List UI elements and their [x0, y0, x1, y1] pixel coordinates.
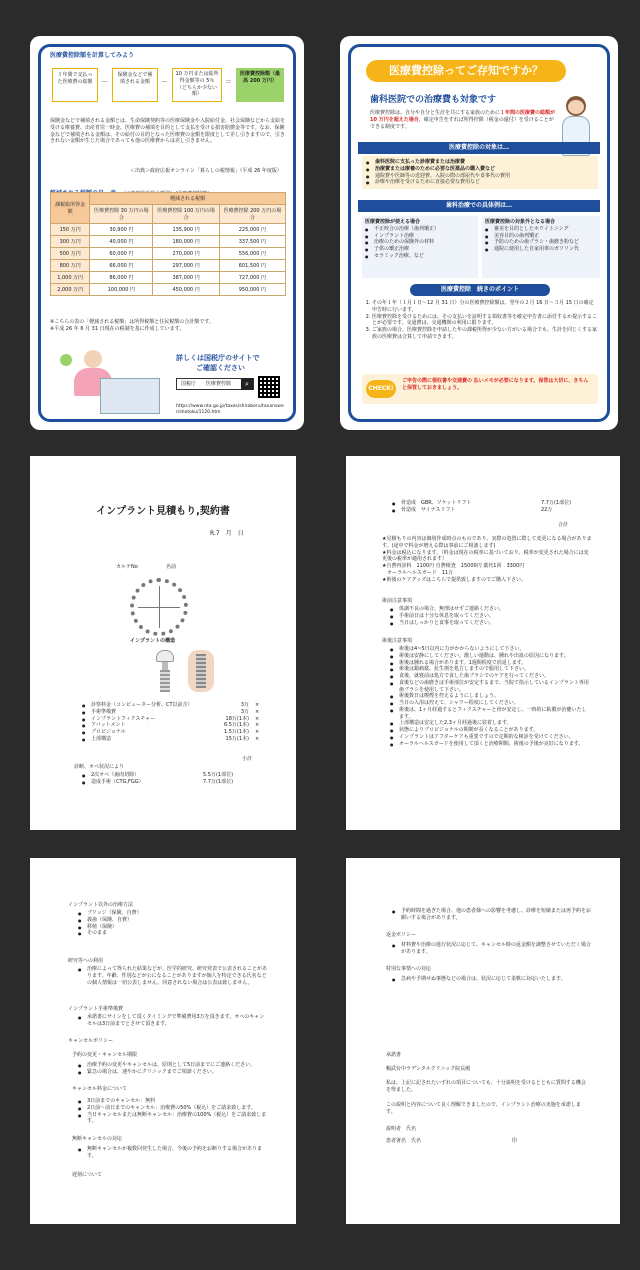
doc-page-3	[30, 858, 296, 1224]
research-text	[78, 966, 268, 986]
extra-items	[82, 772, 262, 786]
doc-date: R.7 月 日	[210, 530, 244, 537]
table-header: 課税総所得金額	[51, 193, 90, 224]
section-2-title: 歯科治療での具体例は…	[358, 200, 600, 212]
list-item: ● インプラントフィクスチャー 18万(1本) ×	[82, 716, 262, 723]
list-item: ● 美容目的の歯列矯正	[485, 233, 597, 240]
table-header: 医療費控除 30 万円の場合	[90, 205, 153, 224]
search-box[interactable]: 国税庁 医療費控除 ⌕	[176, 378, 254, 390]
subtotal-label: 小計	[242, 756, 253, 762]
flow-box-insurance: 保険金などで補填される金額	[112, 68, 158, 102]
fee-title: キャンセル料金について	[72, 1086, 127, 1092]
consent-title: 承諾書	[386, 1052, 402, 1058]
cancel-policy-title: キャンセルポリシー	[68, 1038, 114, 1044]
qr-code-icon	[258, 376, 280, 398]
bone-graft-items	[392, 500, 592, 514]
cta-line-2: ご確認ください	[196, 364, 245, 372]
check-badge: CHECK!	[366, 380, 396, 398]
special-title: 特別な事情への対応	[386, 966, 432, 972]
pre-op-list	[390, 606, 590, 626]
points-title: 医療費控除 続きのポイント	[410, 284, 550, 296]
noshow-text	[78, 1146, 268, 1160]
list-item: 1. その年１年（１月１日〜12 月 31 日）分の医療費控除額は、翌年の２月 16 日〜３月 15 日の確定申告時に行います。	[372, 300, 598, 314]
list-item: ● 術後は腫れる場合があります。1週間程度で消退します。	[390, 660, 590, 667]
list-item: ● 2日前〜前日までのキャンセル：治療費の50%（税込）をご請求致します。	[78, 1105, 268, 1112]
list-item: ● 治療のための保険外の材料	[365, 239, 475, 246]
list-item: ● 術後は4~5日以内に力がかからないようにして下さい。	[390, 646, 590, 653]
explainer-signature[interactable]: 説明者 氏名	[386, 1126, 417, 1132]
doc-page-1	[30, 456, 296, 830]
doc-page-4	[346, 858, 620, 1224]
clinic-addressee: 暢武台中ラデンタルクリニック院長殿	[386, 1066, 471, 1072]
estimate-items	[82, 702, 262, 743]
research-title: 研究等への利用	[68, 958, 104, 964]
list-item: ● 術後は安静にしてください。激しい運動は、腫れや出血の原因になります。	[390, 653, 590, 660]
list-item: ● 食後、就寝前は処方で食した歯ブラシでのケアを行ってください。	[390, 673, 590, 680]
table-notes: ※こちらの表の「軽減される税額」は所得税額と住民税額の合計額です。 ※平成 26 年 6 月 31 日現在の税制を基に作成しています。	[50, 319, 214, 332]
search-icon[interactable]: ⌕	[241, 378, 253, 390]
list-item: ● 食後などの歯磨きは手術部位が安定するまで、当院で指示しているインプラント専用歯ブラシを使用して下さい。	[390, 680, 590, 694]
table-header: 軽減される税額	[90, 193, 286, 205]
leaflet-page-2	[340, 36, 618, 430]
tax-table	[50, 192, 286, 296]
list-item: ● 術後数日は喫煙を控えるようにしましょう。	[390, 693, 590, 700]
list-item: ● 術後は、1ヶ月経過するとフィクスチャーと骨が安定し、一時的に粘膜が治癒いたします。	[390, 707, 590, 721]
extra-title: 診断、オペ状況により	[74, 764, 125, 770]
post-op-list	[390, 646, 590, 747]
section-2b	[482, 216, 600, 278]
fee-list	[78, 1098, 268, 1125]
list-item: ● 術後は鎮痛薬、抗生剤を処方しますので服用して下さい。	[390, 666, 590, 673]
list-item: ● アバットメント 6.5万(1本) ×	[82, 722, 262, 729]
section-1-list	[362, 156, 598, 189]
table-row: 150 万円 30,900 円 135,900 円 225,000 円	[51, 224, 286, 236]
list-item: ● 移植（保険）	[78, 924, 258, 931]
list-item: ● オーラルヘルスガードを使用して頂くと治療期間、術後の予後が良好になります。	[390, 741, 590, 748]
seal-mark: 印	[512, 1138, 518, 1144]
pre-op-title: 術前注意事項	[382, 598, 413, 604]
consent-body-2: この説明と内容について良く理解できましたので、インプラント治療の実施を承諾します。	[386, 1102, 581, 1115]
flow-box-total: １年間で支払った医療費の総額	[52, 68, 98, 102]
list-item: ● 当日の入浴は控えて、シャワー程度にしてください。	[390, 700, 590, 707]
list-item: ● 骨造成 サイナスリフト 22万	[392, 507, 592, 514]
chart-no-label: カルテNo	[116, 564, 138, 570]
alt-title: インプラント以外の治療方法	[68, 902, 134, 908]
list-item: ● 緊急の場合は、速やかにクリニックまでご相談ください。	[78, 1069, 268, 1076]
deposit-title: インプラント手術準備費	[68, 1006, 124, 1012]
list-item: ● 材料費や治療の進行状況に応じて、キャンセル時の返金額を調整させていただく場合があります。	[392, 942, 592, 956]
list-item: ● 無断キャンセルが複数回発生した場合、今後の予約をお断りする場合があります。	[78, 1146, 268, 1160]
excluded-title: 医療費控除の対象外となる場合	[485, 219, 556, 225]
list-item: ● 骨造成 GBR、ソケットリフト 7.7万(1部位)	[392, 500, 592, 507]
leaflet-title: 医療費控除ってご存知ですか？	[366, 60, 566, 82]
list-item: ● 予約時間を過ぎた場合、他の患者様への影響を考慮し、診療を短縮または再予約をお願いする場合があります。	[392, 908, 592, 922]
table-header: 医療費控除 200 万円の場合	[219, 205, 285, 224]
source-note: ＜出典＞政府広報オンライン「暮らしの税情報」（平成 26 年度版）	[130, 168, 282, 174]
implant-diagram-icon	[126, 646, 236, 696]
check-text: ご申告の際に領収書や交通費の 払いメモが必要になります。保管は大切に、きちんと保管しておきましょう。	[402, 378, 589, 391]
list-item: ● 治療費または療養のために必要な医薬品の購入費など	[366, 166, 594, 173]
consent-body-1: 私は、上記に記されたいずれの項目についても、十分説明を受けるとともに質問する機会を得ました。	[386, 1080, 586, 1093]
doc-page-2	[346, 456, 620, 830]
list-item: ● 承諾書にサインをして頂くタイミングで準備費用3万を頂きます。オペのキャンセルは3日前までとさせて頂きます。	[78, 1014, 268, 1028]
list-item: ● 治療予約の変更やキャンセルは、原則として5日前までにご連絡ください。	[78, 1062, 268, 1069]
table-row: 2,000 万円 100,000 円 450,000 円 950,000 円	[51, 284, 286, 296]
dental-chart-icon	[130, 578, 188, 636]
calc-paragraph: 保険金などで補填される金額とは、生命保険契約等の医療保険金や入院給付金、社会保険などから支給を受ける療養費、出産育児一時金、医療費の補填を目的として支払を受ける損害賠償金等です。なお、保険金などで補填される金額は、その給付の目的となった医療費の金額を限度として差し引きますので、引ききれない金額が生じた場合であっても他の医療費からは差し引きません。	[50, 118, 286, 145]
list-item: ● 体調不良の場合、無理はせずご連絡ください。	[390, 606, 590, 613]
leaflet-page-1	[30, 36, 304, 430]
list-item: ● 造成手術（CTG,FGG） 7.7万(1部位)	[82, 779, 262, 786]
list-item: ● 不正咬合の治療（歯列矯正）	[365, 226, 475, 233]
list-item: ● 手術準備費 3万 ×	[82, 709, 262, 716]
list-item: ● 当日キャンセルまたは無断キャンセル：治療費の100%（税込）をご請求致します。	[78, 1112, 268, 1126]
list-item: ● 2次オペ（歯肉切除） 5.5万(1部位)	[82, 772, 262, 779]
list-item: ● 予防のための歯ブラシ・歯磨き粉など	[485, 239, 597, 246]
table-row: 300 万円 40,000 円 180,000 円 337,500 円	[51, 236, 286, 248]
list-item: ● 手術前日は十分な休息を取ってください。	[390, 613, 590, 620]
list-item: ● 治療によって得られた結果などが、医学的研究、研究発表で公表されることがあります。年齢、性別などが公になることがありますが個人を特定できる氏名などの個人情報は一切公表しません。同意されない場合は公表は致しません。	[78, 966, 268, 986]
operator-illustration	[56, 344, 166, 418]
doc-title: インプラント見積もり,契約書	[96, 506, 230, 517]
table-row: 800 万円 66,000 円 297,000 円 601,500 円	[51, 260, 286, 272]
list-item: ● インプラント治療	[365, 233, 475, 240]
refund-text	[392, 942, 592, 956]
points-list	[362, 300, 598, 341]
list-item: ● 通院費や医師等の送迎費、入院の際の部屋代や食事代の費用	[366, 173, 594, 180]
delay-title: 遅刻について	[72, 1172, 102, 1178]
section-2a	[362, 216, 478, 278]
list-item: ● 上部構造 15万(1本) ×	[82, 736, 262, 743]
list-item: ● 歯科医院に支払った診療費または治療費	[366, 159, 594, 166]
calc-flow: １年間で支払った医療費の総額 － 保険金などで補填される金額 － 10 万円または総所得金額等の 5％（どちらか少ない額） ＝ 医療費控除額（最高 200 万円）	[52, 64, 284, 114]
table-row: 1,000 万円 86,000 円 387,000 円 727,000 円	[51, 272, 286, 284]
list-item: 2. 医療費控除を受けるためには、その支払いを証明する領収書等を確定申告書に添付するか提示することが必要です。交通費は、交通機関の利用に限ります。	[372, 314, 598, 328]
nta-url[interactable]: https://www.nta.go.jp/taxes/shiraberu/taxanswer/shotoku/1120.htm	[176, 404, 284, 416]
deposit-text	[78, 1014, 268, 1028]
flow-box-threshold: 10 万円または総所得金額等の 5％（どちらか少ない額）	[172, 68, 222, 102]
list-item: ● 通院に使用した自家用車のガソリン代	[485, 246, 597, 253]
patient-name-label: 名前	[166, 564, 177, 570]
special-text	[392, 976, 592, 983]
list-item: ● 状態によりプロビジョナルの期間が長くなることがあります。	[390, 727, 590, 734]
refund-title: 返金ポリシー	[386, 932, 417, 938]
list-item: ● ブリッジ（保険、自費）	[78, 910, 258, 917]
intro-text: 医療費控除は、自分や自分と生計を共にする家族のために１年間の医療費の総額が 10 万円を超えた場合、確定申告をすれば所得控除（税金の還付）を受けることができる制度です。	[370, 110, 556, 130]
list-item: ● 診察料金（コンピューター分析、CT以前含） 3万 ×	[82, 702, 262, 709]
implant-structure-label: インプラントの構造	[130, 638, 176, 644]
table-header: 医療費控除 100 万円の場合	[153, 205, 219, 224]
list-item: ● そのまま	[78, 930, 258, 937]
change-list	[78, 1062, 268, 1076]
usable-title: 医療費控除が使える場合	[365, 219, 421, 225]
list-item: ● 上部構造は安定した2,3ヶ月経過後に装着します。	[390, 720, 590, 727]
list-item: 3. ご家族の場合、医療費控除を申請した年の課税所得が少ない方がいる場合でも、生計を同じくする家族の医療費は合算して申請できます。	[372, 327, 598, 341]
table-row: 500 万円 60,000 円 270,000 円 556,000 円	[51, 248, 286, 260]
post-op-title: 術後注意事項	[382, 638, 413, 644]
change-title: 予約の変更・キャンセル期限	[72, 1052, 138, 1058]
cta-line-1: 詳しくは国税庁のサイトで	[176, 354, 260, 362]
alt-list	[78, 910, 258, 937]
calc-heading: 医療費控除額を計算してみよう	[50, 52, 135, 59]
leaflet-subtitle: 歯科医院での治療費も対象です	[370, 95, 497, 105]
noshow-title: 無断キャンセルの対応	[72, 1136, 123, 1142]
list-item: ● 当日はしっかりと食事を取ってください。	[390, 620, 590, 627]
list-item: ● 義歯（保険、自費）	[78, 917, 258, 924]
list-item: ● プロビジョナル 1.5万(1本) ×	[82, 729, 262, 736]
total-label: 合計	[558, 522, 569, 528]
flow-box-deduction: 医療費控除額（最高 200 万円）	[236, 68, 284, 102]
list-item: ● 3日前までのキャンセル：無料	[78, 1098, 268, 1105]
estimate-notes: ★見積もりの内容は個別作成時点のものであり、実際の処置に際して変更になる場合があります。(途中で料金が増える際は事前にご相談します) ★料金は税込になります。（料金は現在の税率に基づいており、税率が変更された場合には変更後の税率が適用されます） ★自費再診料 1100円 自費検査 15000円 薬代1回 3300円 オーラルヘルスガード 11万 ★術後のケアグッズはこちらで提供致しますのでご購入下さい。	[382, 536, 592, 583]
list-item: ● インプラントはアフターケアも重要ですので定期的な検診を受けてください。	[390, 734, 590, 741]
list-item: ● 子供の矯正治療	[365, 246, 475, 253]
late-text	[392, 908, 592, 922]
check-box	[362, 374, 598, 404]
list-item: ● セラミック治療、など	[365, 253, 475, 260]
section-1-title: 医療費控除の対象は…	[358, 142, 600, 154]
list-item: ● 診療や治療を受けるために直接必要な費用など	[366, 179, 594, 186]
list-item: ● 審美を目的としたホワイトニング	[485, 226, 597, 233]
list-item: ● 急病や予期せぬ事態などの場合は、状況に応じて柔軟に対応いたします。	[392, 976, 592, 983]
patient-signature[interactable]: 患者署名 氏名	[386, 1138, 422, 1144]
